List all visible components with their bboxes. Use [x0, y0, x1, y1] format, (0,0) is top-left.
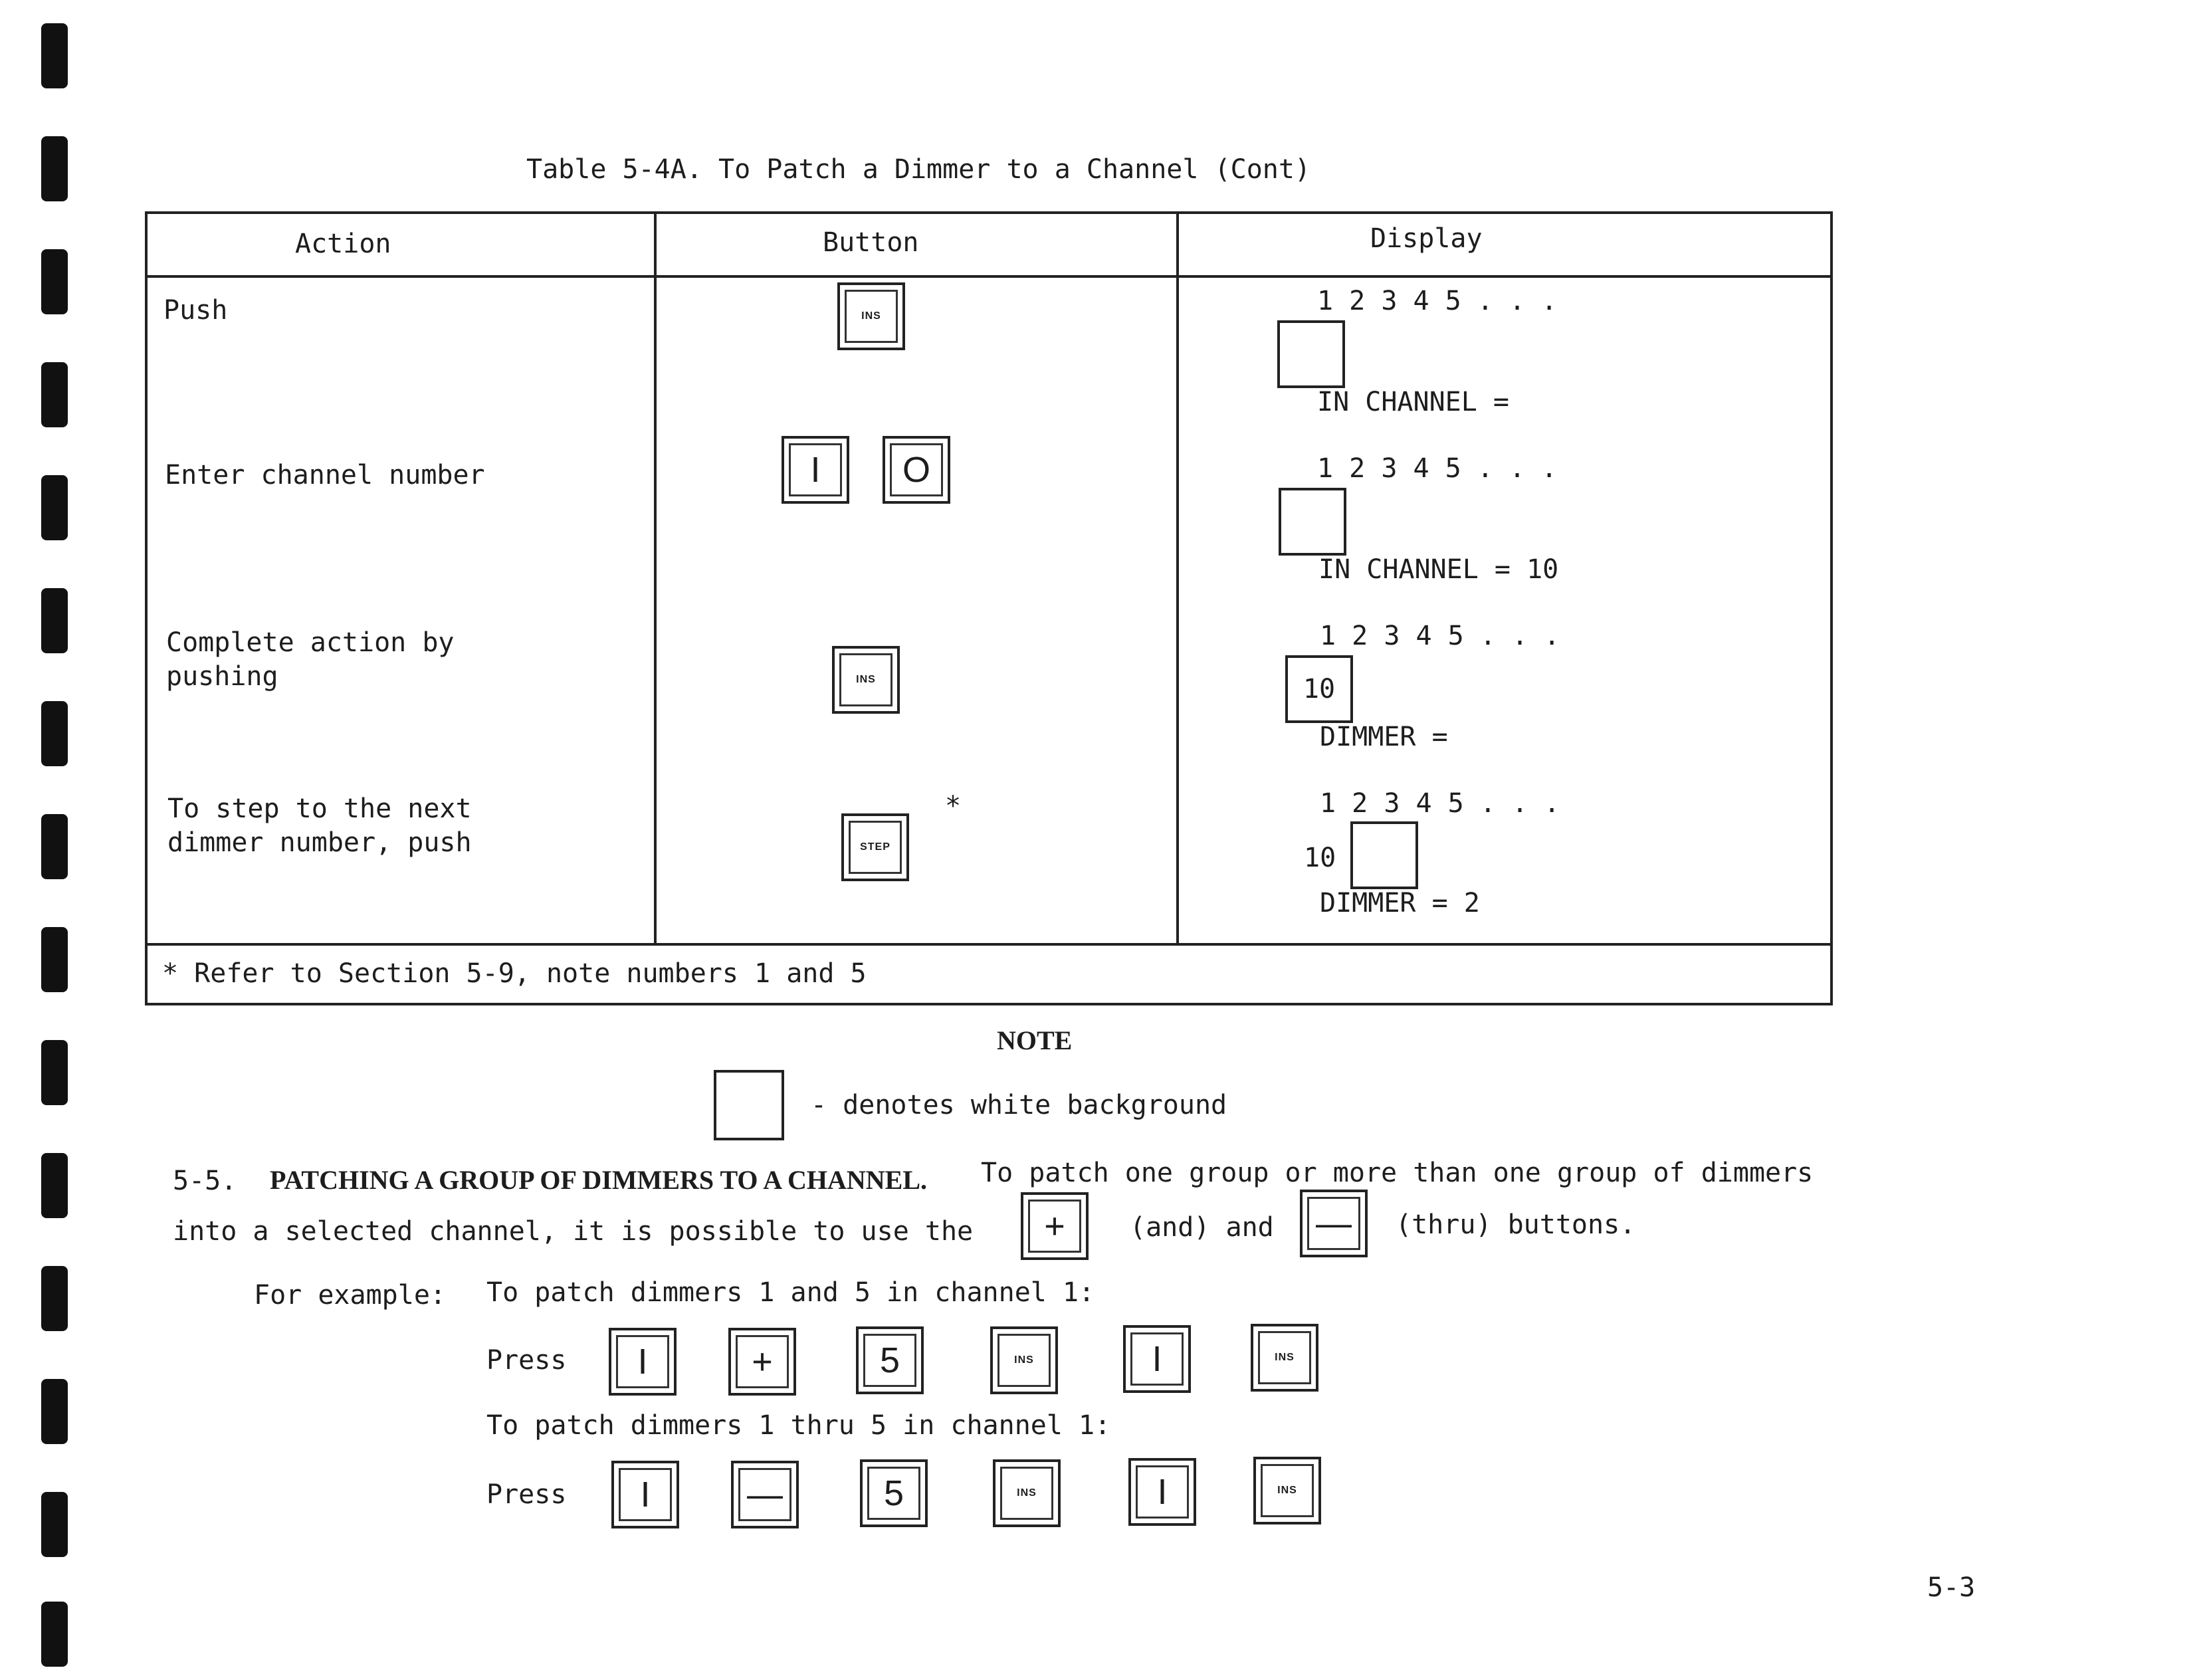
binding-hole: [41, 136, 68, 201]
ins-key: [990, 1326, 1058, 1394]
binding-hole: [41, 927, 68, 992]
ins-key: [832, 646, 900, 714]
key-label: I: [637, 1342, 648, 1382]
key-1: [782, 436, 849, 504]
display-readout: DIMMER =: [1320, 722, 1448, 752]
binding-hole: [41, 1040, 68, 1105]
display-box: [1285, 655, 1353, 723]
white-background-box: [714, 1070, 784, 1140]
footnote-marker: *: [945, 791, 962, 821]
page-number: 5-3: [1927, 1572, 1976, 1603]
key-label: O: [902, 450, 930, 490]
key-label: INS: [861, 310, 881, 322]
key-label: I: [810, 450, 821, 490]
key-label: +: [752, 1342, 773, 1382]
note-heading: NOTE: [997, 1025, 1073, 1055]
key-label: INS: [1277, 1485, 1297, 1496]
action-text: Enter channel number: [165, 460, 485, 490]
key-1: [1128, 1458, 1196, 1526]
table-title: Table 5-4A. To Patch a Dimmer to a Channel (Cont): [526, 154, 1311, 185]
key-label: STEP: [860, 841, 890, 853]
key-1: [1123, 1325, 1191, 1393]
ins-key: [1251, 1324, 1318, 1392]
and-key: [1021, 1192, 1089, 1260]
patch-table: [145, 211, 1833, 1005]
header-display: Display: [1370, 223, 1483, 254]
action-text: To step to the next dimmer number, push: [167, 793, 472, 858]
example-1-text: To patch dimmers 1 and 5 in channel 1:: [486, 1277, 1095, 1308]
display-readout: DIMMER = 2: [1320, 888, 1480, 918]
key-label: —: [1316, 1204, 1352, 1243]
binding-hole: [41, 475, 68, 540]
column-divider: [654, 214, 657, 944]
ins-key: [993, 1459, 1061, 1527]
press-label: Press: [486, 1479, 567, 1510]
section-number: 5-5.: [173, 1166, 237, 1196]
binding-hole: [41, 249, 68, 314]
key-label: I: [640, 1475, 651, 1515]
binding-hole: [41, 1153, 68, 1218]
binding-hole: [41, 588, 68, 653]
display-prefix: 10: [1304, 843, 1336, 873]
section-line2: into a selected channel, it is possible to use the: [173, 1216, 974, 1247]
display-readout: IN CHANNEL =: [1317, 387, 1509, 417]
display-scale: 1 2 3 4 5 . . .: [1320, 621, 1560, 651]
thru-key: [1300, 1190, 1368, 1257]
display-readout: IN CHANNEL = 10: [1318, 554, 1559, 585]
ins-key: [837, 282, 905, 350]
key-5: [856, 1326, 924, 1394]
key-label: I: [1152, 1339, 1162, 1379]
key-5: [860, 1459, 928, 1527]
table-footnote: * Refer to Section 5-9, note numbers 1 and 5: [162, 958, 867, 989]
header-button: Button: [823, 227, 919, 258]
and-key: [728, 1328, 796, 1396]
binding-hole: [41, 1602, 68, 1667]
display-scale: 1 2 3 4 5 . . .: [1320, 788, 1560, 819]
footnote-divider: [148, 943, 1830, 946]
key-label: —: [747, 1475, 783, 1515]
header-action: Action: [295, 229, 391, 259]
key-label: 5: [883, 1473, 904, 1513]
column-divider: [1176, 214, 1179, 944]
for-example-label: For example:: [254, 1280, 446, 1311]
binding-hole: [41, 1379, 68, 1444]
press-label: Press: [486, 1345, 567, 1376]
display-box-value: 10: [1303, 674, 1336, 704]
key-label: INS: [1017, 1487, 1037, 1499]
key-label: INS: [856, 674, 876, 685]
display-box: [1279, 488, 1346, 556]
binding-hole: [41, 1266, 68, 1331]
header-divider: [148, 275, 1830, 278]
thru-label: (thru) buttons.: [1396, 1209, 1636, 1240]
step-key: [841, 813, 909, 881]
example-2-text: To patch dimmers 1 thru 5 in channel 1:: [486, 1410, 1111, 1441]
section-line1: To patch one group or more than one group of dimmers: [981, 1158, 1814, 1188]
binding-hole: [41, 1492, 68, 1557]
key-1: [609, 1328, 677, 1396]
action-text: Push: [163, 295, 228, 326]
display-scale: 1 2 3 4 5 . . .: [1317, 286, 1558, 316]
and-label: (and) and: [1130, 1212, 1274, 1243]
binding-hole: [41, 23, 68, 88]
key-label: INS: [1014, 1354, 1034, 1366]
display-box: [1350, 821, 1418, 889]
key-label: INS: [1275, 1352, 1295, 1363]
ins-key: [1253, 1457, 1321, 1524]
note-text: - denotes white background: [811, 1090, 1227, 1120]
display-box: [1277, 320, 1345, 388]
action-text: Complete action by pushing: [166, 627, 455, 692]
key-1: [611, 1461, 679, 1528]
thru-key: [731, 1461, 799, 1528]
display-scale: 1 2 3 4 5 . . .: [1317, 453, 1558, 484]
key-0: [883, 436, 950, 504]
binding-hole: [41, 362, 68, 427]
key-label: +: [1044, 1206, 1065, 1246]
key-label: 5: [879, 1340, 900, 1380]
binding-hole: [41, 701, 68, 766]
section-heading: PATCHING A GROUP OF DIMMERS TO A CHANNEL.: [270, 1165, 928, 1195]
binding-hole: [41, 814, 68, 879]
key-label: I: [1157, 1472, 1168, 1512]
